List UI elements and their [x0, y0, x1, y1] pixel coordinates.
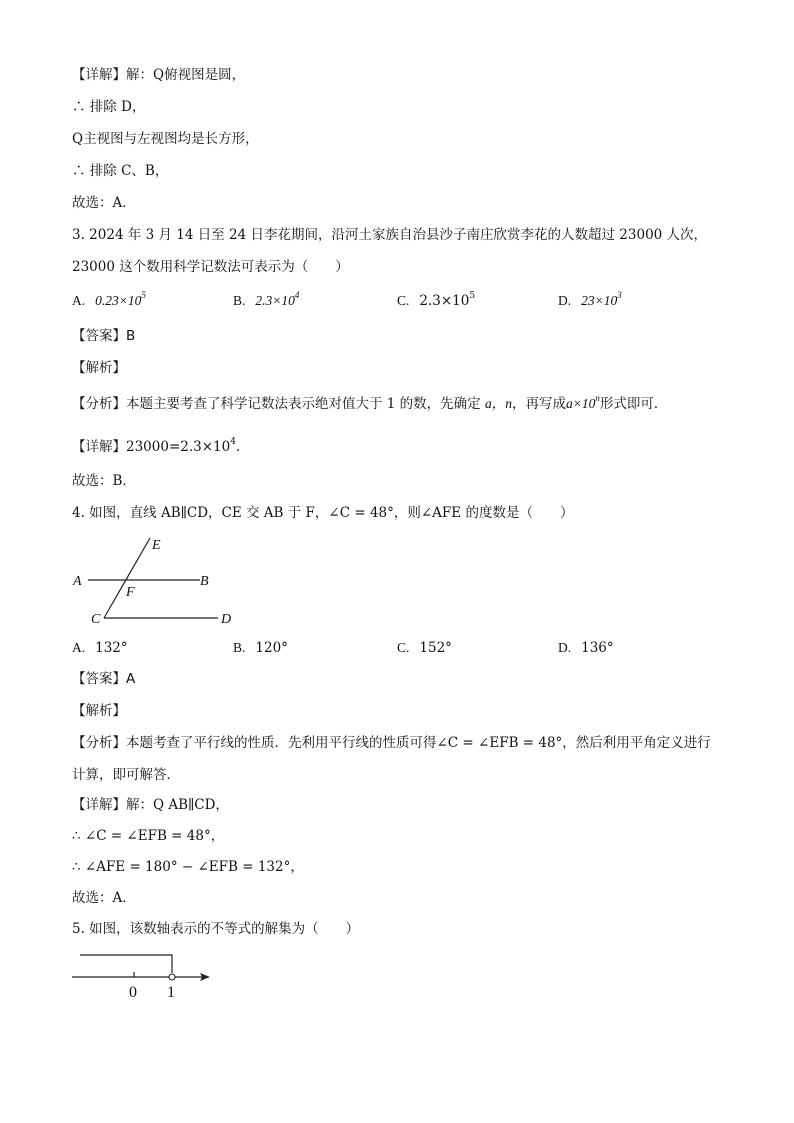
- q3-answer: 【答案】B: [72, 328, 136, 344]
- axis-label-0: 0: [129, 984, 137, 1001]
- q3-option-d[interactable]: D. $23\times 10^3$: [558, 290, 622, 308]
- line-ce: [104, 538, 150, 618]
- q3-choose: 故选：B．: [72, 473, 136, 489]
- q4-answer: 【答案】A: [72, 671, 136, 687]
- q4-jiexi-heading: 【解析】: [72, 703, 126, 719]
- q3-option-a[interactable]: A. $0.23\times 10^5$: [72, 290, 146, 308]
- q4-detail-line2: ∴ ∠C = ∠EFB = 48°，: [72, 828, 225, 844]
- q4-option-d[interactable]: D. 136°: [558, 640, 614, 656]
- q4-detail-line3: ∴ ∠AFE = 180° − ∠EFB = 132°，: [72, 859, 304, 875]
- q2-choose: 故选：A．: [72, 195, 136, 211]
- q2-eliminate-d: ∴ 排除 D，: [72, 99, 146, 115]
- q4-parallel-lines-figure: [60, 530, 250, 630]
- q3-stem-line2: 23000 这个数用科学记数法可表示为（ ）: [72, 259, 349, 275]
- q4-stem: 4. 如图，直线 AB∥CD，CE 交 AB 于 F，∠C = 48°，则∠AFE 的度数是（ ）: [72, 505, 574, 521]
- q5-stem: 5. 如图，该数轴表示的不等式的解集为（ ）: [72, 921, 360, 937]
- label-c: C: [91, 612, 101, 627]
- q2-eliminate-cb: ∴ 排除 C、B，: [72, 163, 169, 179]
- label-e: E: [152, 538, 161, 553]
- q3-option-b[interactable]: B. $2.3\times 10^4$: [233, 290, 300, 308]
- q4-option-a[interactable]: A. 132°: [72, 640, 128, 656]
- q4-analysis-line1: 【分析】本题考查了平行线的性质．先利用平行线的性质可得∠C = ∠EFB = 48°，然后利用平角定义进行: [72, 735, 711, 751]
- label-a: A: [73, 574, 82, 589]
- q3-stem-line1: 3. 2024 年 3 月 14 日至 24 日李花期间，沿河土家族自治县沙子南庄欣赏李花的人数超过 23000 人次，: [72, 227, 708, 243]
- q4-option-b[interactable]: B. 120°: [233, 640, 288, 656]
- q2-detail-line: 【详解】解：Q俯视图是圆，: [72, 67, 246, 83]
- q2-views-line: Q主视图与左视图均是长方形，: [72, 131, 259, 147]
- axis-label-1: 1: [167, 984, 175, 1001]
- q3-jiexi-heading: 【解析】: [72, 360, 126, 376]
- label-b: B: [200, 574, 209, 589]
- open-endpoint-circle: [169, 974, 175, 980]
- q3-detail: 【详解】$23000=2.3\times 10^4$．: [72, 437, 250, 455]
- label-f: F: [126, 585, 135, 600]
- solution-region-line: [80, 955, 172, 973]
- q3-option-c[interactable]: C. $2.3\times 10^5$: [397, 291, 476, 309]
- q4-choose: 故选：A．: [72, 890, 136, 906]
- label-d: D: [221, 612, 232, 627]
- q3-analysis: 【分析】本题主要考查了科学记数法表示绝对值大于 1 的数，先确定 a，n，再写成$a\times 10^n$形式即可．: [72, 393, 668, 412]
- q4-analysis-line2: 计算，即可解答．: [72, 767, 180, 783]
- q4-detail-line1: 【详解】解：Q AB∥CD，: [72, 797, 229, 813]
- q4-option-c[interactable]: C. 152°: [397, 640, 452, 656]
- q5-number-line-figure: [66, 948, 226, 1004]
